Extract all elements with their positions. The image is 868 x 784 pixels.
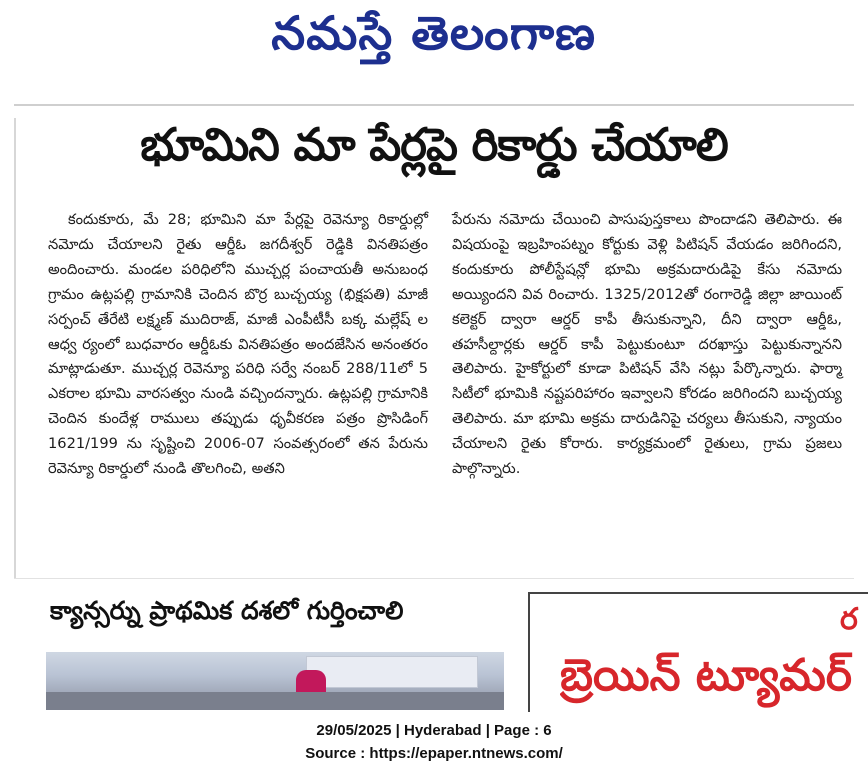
event-photo	[46, 652, 504, 710]
ad-text: బ్రెయిన్ ట్యూమర్	[560, 650, 852, 701]
top-divider	[14, 104, 854, 106]
article-body-left: కందుకూరు, మే 28; భూమిని మా పేర్లపై రెవెన్యూ రికార్డుల్లో నమోదు చేయాలని రైతు ఆర్డీఓ జగదీశ్వర్ రెడ్డికి వినతిపత్రం అందించారు. మండల పరిధిలోని ముచ్చర్ల పంచాయతీ అనుబంధ గ్రామం ఉట్లపల్లి గ్రామానికి చెందిన బొర్ర బుచ్చయ్య (భిక్షపతి) మాజీ సర్పంచ్ తేరేటి లక్ష్మణ్ ముదిరాజ్, మాజీ ఎంపీటీసీ బక్క మల్లేష్ ల ఆధ్వ ర్యంలో బుధవారం ఆర్డీఓకు వినతిపత్రం అందజేసిన అనంతరం మాట్లాడుతూ. ముచ్చర్ల రెవెన్యూ పరిధి సర్వే నంబర్ 288/11లో 5 ఎకరాల భూమి వారసత్వం నుండి వచ్చిందన్నారు. ఉట్లపల్లి గ్రామానికి చెందిన కుందేళ్ల రాములు తప్పుడు ధృవీకరణ పత్రం ప్రొసిడింగ్ 1621/199 ను సృష్టించి 2006-07 సంవత్సరంలో తన పేరును రెవెన్యూ రికార్డులో నుండి తొలగించి, అతని	[48, 211, 428, 478]
footer-date-page: 29/05/2025 | Hyderabad | Page : 6	[316, 722, 552, 739]
ad-frame-top	[528, 592, 868, 594]
article-body-right: పేరును నమోదు చేయించి పాసుపుస్తకాలు పొందాడని తెలిపారు. ఈ విషయంపై ఇబ్రహింపట్నం కోర్టుకు వెళ్లి పిటిషన్ వేయడం జరిగిందని, కందుకూరు పోలీస్టేషన్లో భూమి అక్రమదారుడిపై కేసు నమోదు అయ్యిందని వివ రించారు. 1325/2012తో రంగారెడ్డి జిల్లా జాయింట్ కలెక్టర్ ద్వారా ఆర్డర్ కాపీ తీసుకున్నాని, దీని ద్వారా ఆర్డీఓ, తహసీల్దార్లకు ఆర్డర్ కాపీ పెట్టుకుంటూ దరఖాస్తు పెట్టుకున్నానని తెలిపారు. హైకోర్టులో కూడా పిటిషన్ వేసి నట్లు పేర్కొన్నారు. ఫార్మా సిటీలో భూమికి నష్టపరిహారం ఇవ్వాలని కోరడం జరిగిందని బుచ్చయ్య తెలిపారు. మా భూమి అక్రమ దారుడినిపై చర్యలు తీసుకుని, న్యాయం చేయాలని రైతు కోరారు. కార్యక్రమంలో రైతులు, గ్రామ ప్రజలు పాల్గొన్నారు.	[452, 211, 842, 478]
photo-banner	[306, 656, 478, 688]
photo-audience	[46, 692, 504, 710]
ad-top-fragment: ర	[840, 602, 858, 637]
related-headline: క్యాన్సర్ను ప్రాథమిక దశలో గుర్తించాలి	[50, 596, 404, 625]
article-column-left	[48, 208, 428, 482]
newspaper-logo: నమస్తే తెలంగాణ	[271, 6, 597, 60]
left-border	[14, 118, 16, 578]
ad-frame-left	[528, 592, 530, 712]
section-divider	[14, 578, 854, 579]
article-headline: భూమిని మా పేర్లపై రికార్డు చేయాలి	[140, 118, 728, 171]
masthead	[0, 0, 868, 92]
article-column-right	[452, 208, 842, 482]
footer-source-link[interactable]: Source : https://epaper.ntnews.com/	[305, 745, 563, 762]
page-footer	[0, 712, 868, 784]
